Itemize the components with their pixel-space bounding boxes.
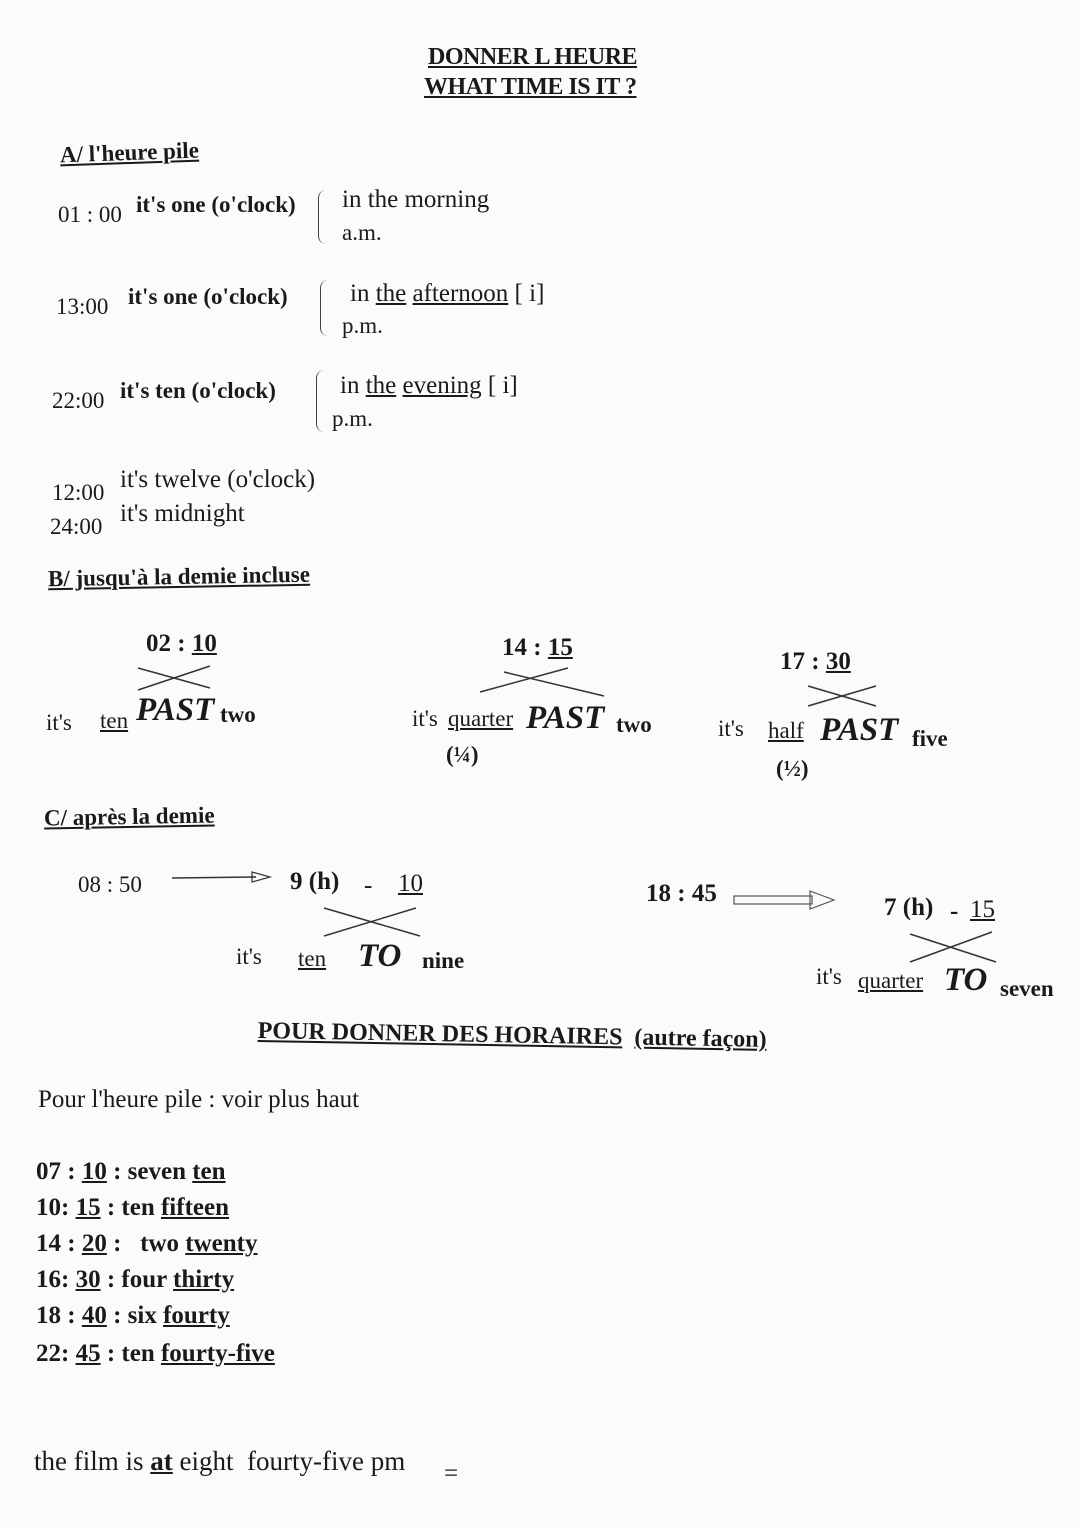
c-ex2-word: TO	[944, 962, 988, 998]
brace-2200	[316, 370, 325, 432]
b-ex1-hour: two	[220, 702, 256, 727]
am-label: a.m.	[342, 220, 382, 245]
b-ex2-time: 14 : 15	[502, 634, 573, 661]
pm-label-afternoon: p.m.	[342, 313, 383, 338]
section-d-heading: POUR DONNER DES HORAIRES (autre façon)	[257, 1018, 767, 1053]
section-c-heading: C/ après la demie	[43, 802, 215, 831]
section-b-heading: B/ jusqu'à la demie incluse	[47, 561, 311, 592]
list-item: 14 : 20 : two twenty	[36, 1230, 258, 1257]
list-item: 16: 30 : four thirty	[36, 1266, 235, 1293]
b-ex2-word: PAST	[526, 700, 605, 736]
list-item: 07 : 10 : seven ten	[36, 1158, 226, 1185]
section-a-heading: A/ l'heure pile	[59, 137, 200, 168]
b-ex3-cross-icon	[804, 680, 880, 710]
c-ex2-hour: seven	[1000, 976, 1054, 1001]
title-line-1: DONNER L HEURE	[428, 44, 638, 70]
time-2400: 24:00	[50, 514, 103, 539]
c-ex2-from-time: 18 : 45	[646, 880, 717, 907]
phrase-2400: it's midnight	[120, 500, 245, 527]
evening-label: in the evening [ i]	[340, 372, 518, 399]
c-ex2-dash: -	[950, 898, 959, 925]
b-ex1-word: PAST	[136, 692, 215, 728]
b-ex1-time: 02 : 10	[146, 630, 217, 657]
afternoon-label: in the afternoon [ i]	[350, 280, 545, 307]
list-item: 22: 45 : ten fourty-five	[36, 1340, 275, 1367]
phrase-1300: it's one (o'clock)	[128, 284, 288, 309]
c-ex1-cross-icon	[320, 902, 424, 942]
title-line-2: WHAT TIME IS IT ?	[424, 74, 637, 100]
morning-label: in the morning	[342, 186, 490, 213]
phrase-1200: it's twelve (o'clock)	[120, 466, 316, 493]
b-ex3-word: PAST	[820, 712, 899, 748]
time-1300: 13:00	[56, 294, 109, 319]
c-ex2-hour-num: 7 (h)	[884, 894, 934, 921]
c-ex2-its: it's	[816, 964, 842, 989]
b-ex1-its: it's	[46, 710, 72, 735]
c-ex2-min: quarter	[858, 968, 924, 993]
time-2200: 22:00	[52, 388, 105, 413]
pm-label-evening: p.m.	[332, 406, 373, 431]
note-on-the-hour: Pour l'heure pile : voir plus haut	[38, 1086, 360, 1113]
b-ex2-fraction: (¼)	[446, 742, 479, 767]
c-ex1-its: it's	[236, 944, 262, 969]
time-1200: 12:00	[52, 480, 105, 505]
final-sentence: the film is at eight fourty-five pm	[34, 1446, 406, 1476]
list-item: 10: 15 : ten fifteen	[36, 1194, 230, 1221]
list-item: 18 : 40 : six fourty	[36, 1302, 230, 1329]
c-ex1-dash: -	[364, 872, 373, 899]
b-ex1-min: ten	[100, 708, 129, 733]
b-ex2-hour: two	[616, 712, 652, 737]
c-ex1-word: TO	[358, 938, 402, 974]
phrase-2200: it's ten (o'clock)	[120, 378, 276, 403]
b-ex2-cross-icon	[476, 664, 608, 700]
c-ex2-min-num: 15	[970, 896, 995, 923]
b-ex3-time: 17 : 30	[780, 648, 851, 675]
b-ex3-its: it's	[718, 716, 744, 741]
b-ex2-its: it's	[412, 706, 438, 731]
c-ex1-hour: nine	[422, 948, 465, 973]
c-ex1-arrow-icon	[172, 870, 272, 886]
c-ex1-min: ten	[298, 946, 327, 971]
c-ex1-hour-num: 9 (h)	[290, 868, 340, 895]
brace-1300	[320, 280, 329, 336]
c-ex2-arrow-icon	[734, 890, 838, 910]
brace-0100	[318, 190, 327, 244]
b-ex1-cross-icon	[134, 662, 214, 694]
b-ex3-hour: five	[912, 726, 948, 751]
b-ex3-fraction: (½)	[776, 756, 809, 781]
b-ex2-min: quarter	[448, 706, 514, 731]
phrase-0100: it's one (o'clock)	[136, 192, 296, 217]
c-ex1-min-num: 10	[398, 870, 423, 897]
b-ex3-min: half	[768, 718, 804, 743]
time-0100: 01 : 00	[58, 202, 122, 227]
equals-sign: =	[444, 1460, 459, 1487]
c-ex1-from-time: 08 : 50	[78, 872, 142, 897]
